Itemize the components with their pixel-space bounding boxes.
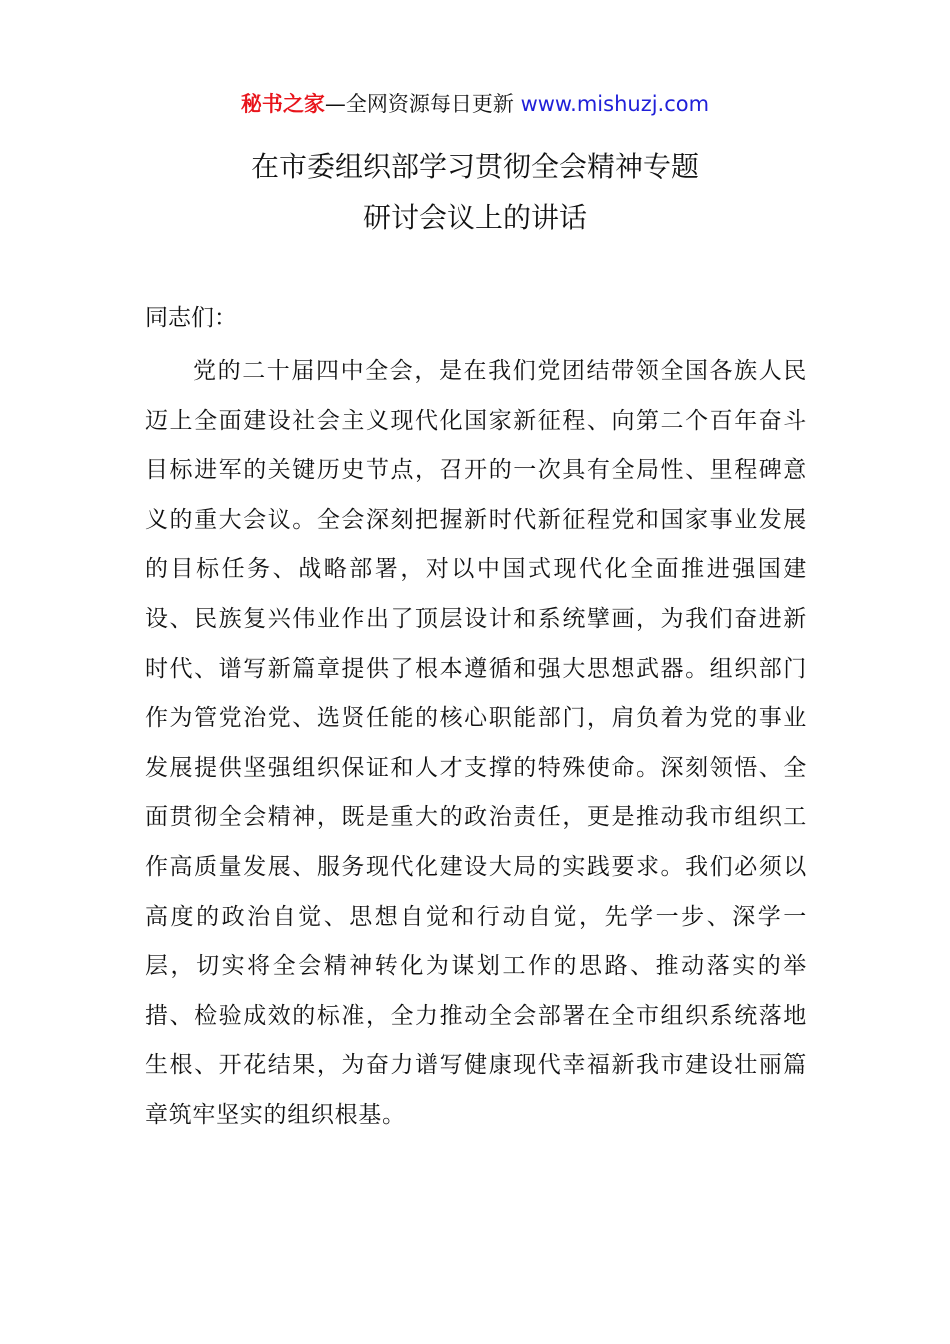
salutation: 同志们：	[145, 305, 237, 331]
document-title-line-1: 在市委组织部学习贯彻全会精神专题	[250, 150, 699, 183]
document-title-line-2: 研讨会议上的讲话	[362, 201, 587, 234]
site-header	[0, 88, 950, 120]
header-tagline: —全网资源每日更新	[324, 92, 521, 116]
site-url-link[interactable]: www.mishuzj.com	[520, 92, 710, 116]
body-paragraph: 党的二十届四中全会，是在我们党团结带领全国各族人民迈上全面建设社会主义现代化国家新征程、向第二个百年奋斗目标进军的关键历史节点，召开的一次具有全局性、里程碑意义的重大会议。全会深刻把握新时代新征程党和国家事业发展的目标任务、战略部署，对以中国式现代化全面推进强国建设、民族复兴伟业作出了顶层设计和系统擘画，为我们奋进新时代、谱写新篇章提供了根本遵循和强大思想武器。组织部门作为管党治党、选贤任能的核心职能部门，肩负着为党的事业发展提供坚强组织保证和人才支撑的特殊使命。深刻领悟、全面贯彻全会精神，既是重大的政治责任，更是推动我市组织工作高质量发展、服务现代化建设大局的实践要求。我们必须以高度的政治自觉、思想自觉和行动自觉，先学一步、深学一层，切实将全会精神转化为谋划工作的思路、推动落实的举措、检验成效的标准，全力推动全会部署在全市组织系统落地生根、开花结果，为奋力谱写健康现代幸福新我市建设壮丽篇章筑牢坚实的组织根基。	[145, 358, 807, 1128]
brand-name: 秘书之家	[240, 92, 325, 116]
